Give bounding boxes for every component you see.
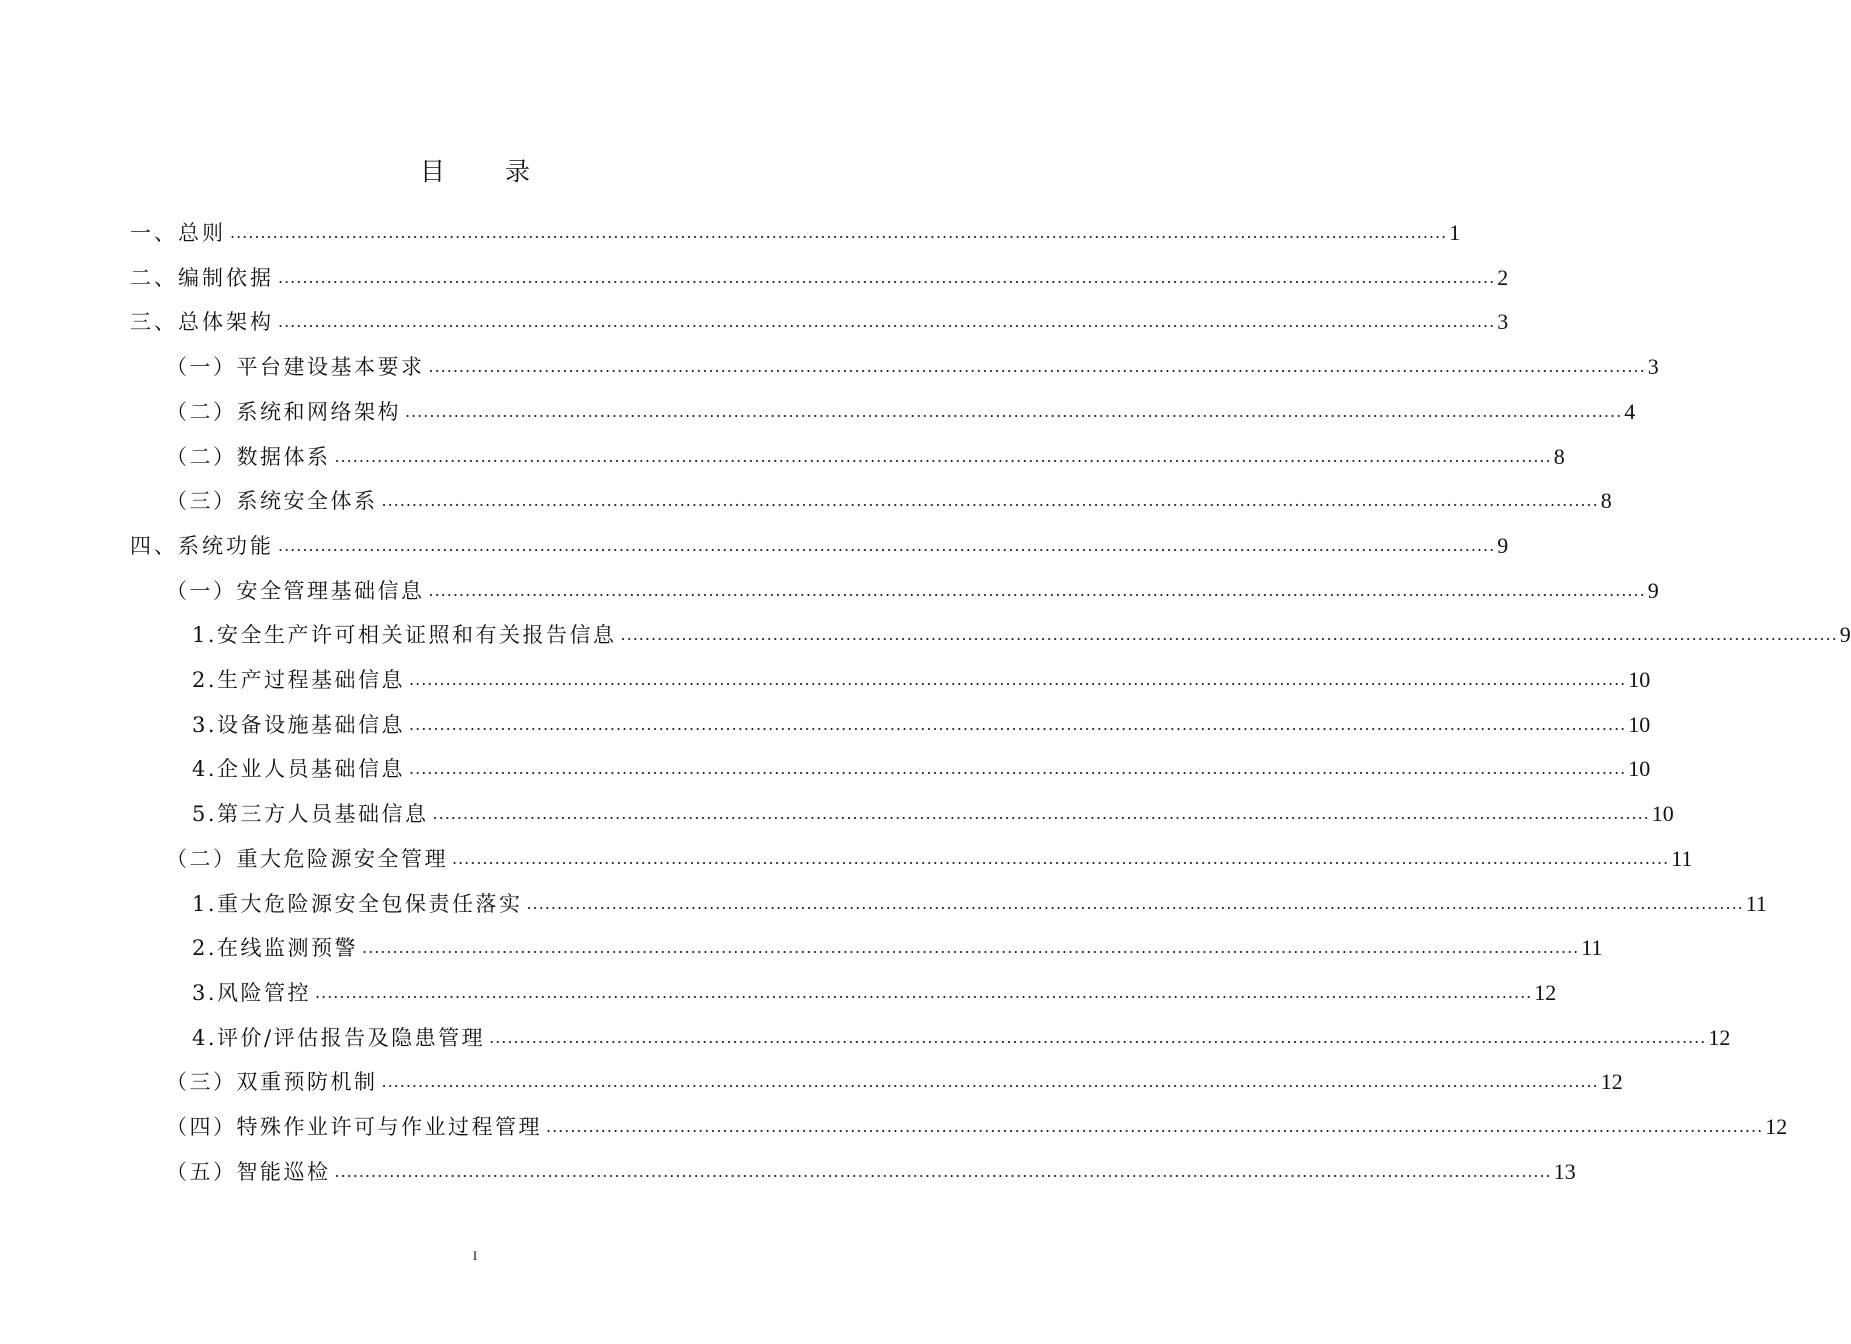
toc-leader-dots: ........................................................................................................................................................................................................: [405, 401, 1623, 421]
toc-entry-label: 4.企业人员基础信息: [192, 757, 406, 782]
toc-leader-dots: ........................................................................................................................................................................................................: [452, 848, 1670, 868]
toc-entry-page: 12: [1765, 1114, 1788, 1139]
toc-leader-dots: ........................................................................................................................................................................................................: [362, 938, 1580, 958]
toc-entry[interactable]: [192, 604, 1851, 648]
toc-leader-dots: ........................................................................................................................................................................................................: [381, 491, 1599, 511]
toc-entry[interactable]: [166, 426, 1565, 470]
toc-entry[interactable]: [130, 247, 1509, 291]
toc-leader-dots: ........................................................................................................................................................................................................: [428, 357, 1646, 377]
toc-entry[interactable]: [166, 828, 1693, 872]
toc-entry-page: 10: [1651, 801, 1674, 827]
toc-entry-page: 13: [1553, 1158, 1576, 1184]
toc-entry-label: （二）数据体系: [166, 444, 331, 469]
toc-entry[interactable]: [130, 202, 1461, 246]
toc-leader-dots: ........................................................................................................................................................................................................: [381, 1072, 1599, 1092]
toc-entry[interactable]: [166, 1141, 1576, 1185]
toc-entry-label: （二）重大危险源安全管理: [166, 846, 448, 871]
toc-entry-label: 二、编制依据: [130, 265, 274, 290]
toc-leader-dots: ........................................................................................................................................................................................................: [230, 223, 1448, 242]
toc-entry[interactable]: [192, 738, 1651, 782]
page-number: I: [472, 1248, 478, 1263]
toc-entry-label: 4.评价/评估报告及隐患管理: [192, 1025, 486, 1050]
toc-leader-dots: ........................................................................................................................................................................................................: [546, 1117, 1764, 1136]
toc-entry[interactable]: [192, 783, 1674, 827]
toc-entry-label: 四、系统功能: [130, 533, 274, 558]
toc-entry-label: （四）特殊作业许可与作业过程管理: [166, 1115, 542, 1139]
toc-entry-label: 一、总则: [130, 221, 226, 245]
toc-entry-page: 1: [1449, 220, 1461, 245]
toc-entry-page: 9: [1647, 577, 1659, 603]
toc-entry-page: 10: [1628, 711, 1651, 737]
toc-leader-dots: ........................................................................................................................................................................................................: [334, 1161, 1552, 1181]
toc-entry-page: 8: [1553, 443, 1565, 469]
toc-entry-label: 三、总体架构: [130, 310, 274, 335]
toc-entry[interactable]: [130, 291, 1509, 335]
toc-entry-page: 8: [1600, 488, 1612, 514]
toc-entry-label: 1.安全生产许可相关证照和有关报告信息: [192, 623, 617, 648]
toc-entry[interactable]: [192, 649, 1651, 693]
toc-entry-page: 3: [1497, 309, 1509, 335]
toc-leader-dots: ........................................................................................................................................................................................................: [278, 267, 1496, 287]
toc-entry-page: 9: [1497, 532, 1509, 558]
toc-entry-label: （三）双重预防机制: [166, 1070, 378, 1095]
toc-leader-dots: ........................................................................................................................................................................................................: [409, 670, 1627, 689]
toc-entry-label: 3.风险管控: [192, 980, 312, 1005]
toc-entry-page: 12: [1708, 1024, 1731, 1050]
toc-title: 目 录: [420, 157, 556, 186]
toc-entry-label: （一）平台建设基本要求: [166, 355, 425, 380]
toc-entry[interactable]: [192, 917, 1603, 961]
toc-leader-dots: ........................................................................................................................................................................................................: [432, 804, 1650, 824]
toc-leader-dots: ........................................................................................................................................................................................................: [334, 446, 1552, 466]
toc-leader-dots: ........................................................................................................................................................................................................: [409, 759, 1627, 779]
toc-entry[interactable]: [130, 515, 1509, 559]
toc-entry[interactable]: [166, 336, 1659, 380]
toc-leader-dots: ........................................................................................................................................................................................................: [409, 714, 1627, 734]
toc-entry-label: 1.重大危险源安全包保责任落实: [192, 891, 523, 916]
toc-leader-dots: ........................................................................................................................................................................................................: [620, 625, 1838, 645]
toc-leader-dots: ........................................................................................................................................................................................................: [278, 312, 1496, 332]
toc-entry[interactable]: [192, 962, 1557, 1006]
toc-entry-page: 12: [1600, 1069, 1623, 1095]
toc-entry[interactable]: [192, 1007, 1731, 1051]
toc-entry-label: （二）系统和网络架构: [166, 399, 401, 424]
toc-entry[interactable]: [192, 873, 1767, 917]
toc-leader-dots: ........................................................................................................................................................................................................: [278, 535, 1496, 555]
toc-entry-label: （一）安全管理基础信息: [166, 578, 425, 603]
toc-leader-dots: ........................................................................................................................................................................................................: [526, 893, 1744, 913]
toc-leader-dots: ........................................................................................................................................................................................................: [428, 580, 1646, 600]
toc-entry-label: 2.在线监测预警: [192, 936, 359, 961]
toc-entry-page: 11: [1581, 935, 1603, 961]
toc-entry-label: 5.第三方人员基础信息: [192, 802, 429, 827]
toc-entry-page: 3: [1647, 354, 1659, 380]
toc-entry-page: 2: [1497, 264, 1509, 290]
toc-entry-label: （五）智能巡检: [166, 1159, 331, 1184]
toc-entry-label: （三）系统安全体系: [166, 489, 378, 514]
toc-entry[interactable]: [166, 1096, 1788, 1140]
toc-entry[interactable]: [166, 560, 1659, 604]
toc-entry-page: 10: [1628, 667, 1651, 692]
toc-entry-label: 2.生产过程基础信息: [192, 668, 406, 692]
toc-leader-dots: ........................................................................................................................................................................................................: [489, 1027, 1707, 1047]
toc-entry-label: 3.设备设施基础信息: [192, 712, 406, 737]
toc-entry[interactable]: [166, 470, 1612, 514]
toc-entry-page: 11: [1745, 890, 1767, 916]
toc-entry-page: 9: [1839, 622, 1851, 648]
toc-entry-page: 10: [1628, 756, 1651, 782]
toc-entry[interactable]: [166, 1051, 1623, 1095]
toc-entry-page: 12: [1534, 979, 1557, 1005]
toc-entry[interactable]: [192, 694, 1651, 738]
toc-entry-page: 11: [1671, 845, 1693, 871]
toc-entry[interactable]: [166, 381, 1636, 425]
toc-leader-dots: ........................................................................................................................................................................................................: [315, 982, 1533, 1002]
toc-entry-page: 4: [1624, 398, 1636, 424]
